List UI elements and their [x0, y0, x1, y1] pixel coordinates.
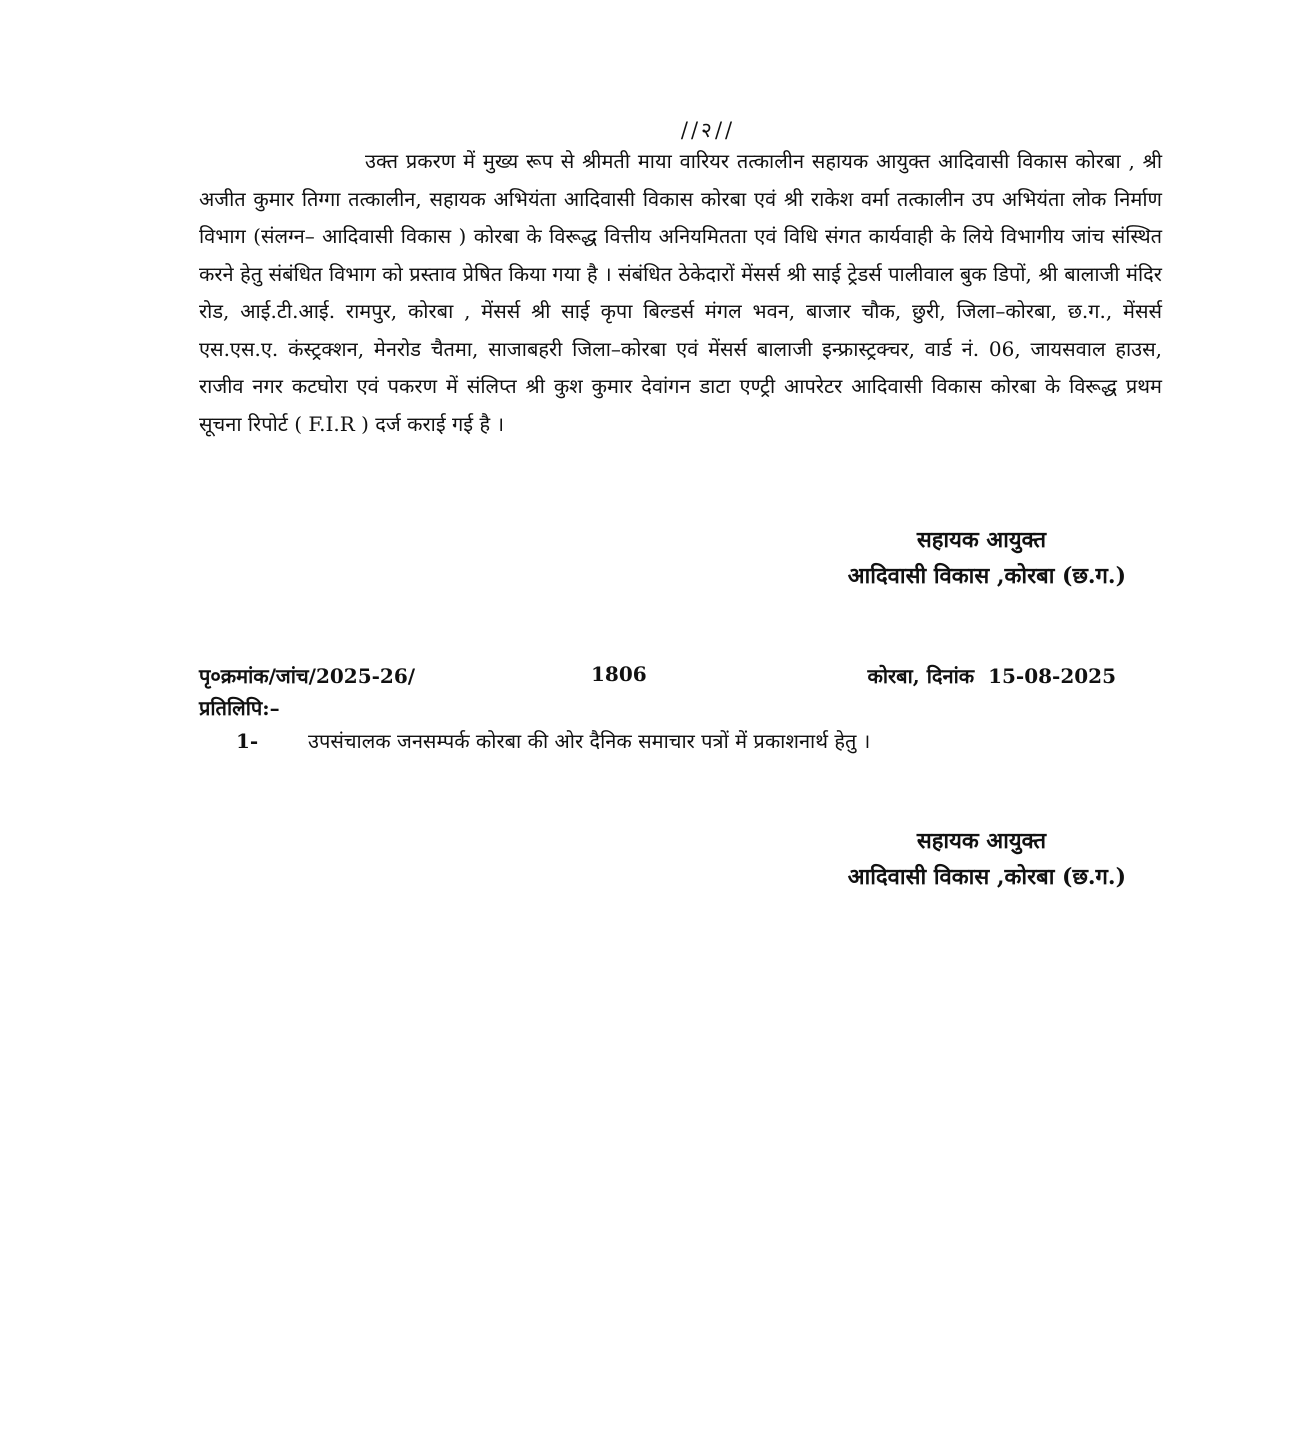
signature-title: सहायक आयुक्त — [916, 828, 1046, 854]
signature-office: आदिवासी विकास ,कोरबा (छ.ग.) — [847, 563, 1126, 589]
body-paragraph: उक्त प्रकरण में मुख्य रूप से श्रीमती माया वारियर तत्कालीन सहायक आयुक्त आदिवासी विकास कोरबा , श्री अजीत कुमार तिग्गा तत्कालीन, सहायक अभियंता आदिवासी विकास कोरबा एवं श्री राकेश वर्मा तत्कालीन उप अभियंता लोक निर्माण विभाग (संलग्न– आदिवासी विकास ) कोरबा के विरूद्ध वित्तीय अनियमितता एवं विधि संगत कार्यवाही के लिये विभागीय जांच संस्थित करने हेतु संबंधित विभाग को प्रस्ताव प्रेषित किया गया है । संबंधित ठेकेदारों मेंसर्स श्री साई ट्रेडर्स पालीवाल बुक डिपों, श्री बालाजी मंदिर रोड, आई.टी.आई. रामपुर, कोरबा , मेंसर्स श्री साई कृपा बिल्डर्स मंगल भवन, बाजार चौक, छुरी, जिला–कोरबा, छ.ग., मेंसर्स एस.एस.ए. कंस्ट्रक्शन, मेनरोड चैतमा, साजाबहरी जिला–कोरबा एवं मेंसर्स बालाजी इन्फ्रास्ट्रक्चर, वार्ड नं. 06, जायसवाल हाउस, राजीव नगर कटघोरा एवं पकरण में संलिप्त श्री कुश कुमार देवांगन डाटा एण्ट्री आपरेटर आदिवासी विकास कोरबा के विरूद्ध प्रथम सूचना रिपोर्ट ( F.I.R ) दर्ज कराई गई है । — [199, 149, 1162, 436]
reference-number-label: पृ०क्रमांक/जांच/2025-26/ — [199, 664, 416, 688]
signature-office: आदिवासी विकास ,कोरबा (छ.ग.) — [847, 864, 1126, 890]
signature-title: सहायक आयुक्त — [916, 527, 1046, 553]
signature-block-1 — [848, 522, 1126, 594]
signature-block-2 — [848, 823, 1126, 895]
copy-item-number: 1- — [236, 729, 259, 753]
place-date: कोरबा, दिनांक 15-08-2025 — [867, 664, 1116, 688]
copy-label: प्रतिलिपि:– — [199, 696, 280, 720]
reference-line — [199, 662, 1116, 692]
copy-item-text: उपसंचालक जनसम्पर्क कोरबा की ओर दैनिक समाचार पत्रों में प्रकाशनार्थ हेतु । — [308, 729, 871, 753]
page-number: //२// — [680, 118, 736, 142]
copy-item — [236, 727, 870, 754]
reference-number: 1806 — [591, 662, 647, 686]
